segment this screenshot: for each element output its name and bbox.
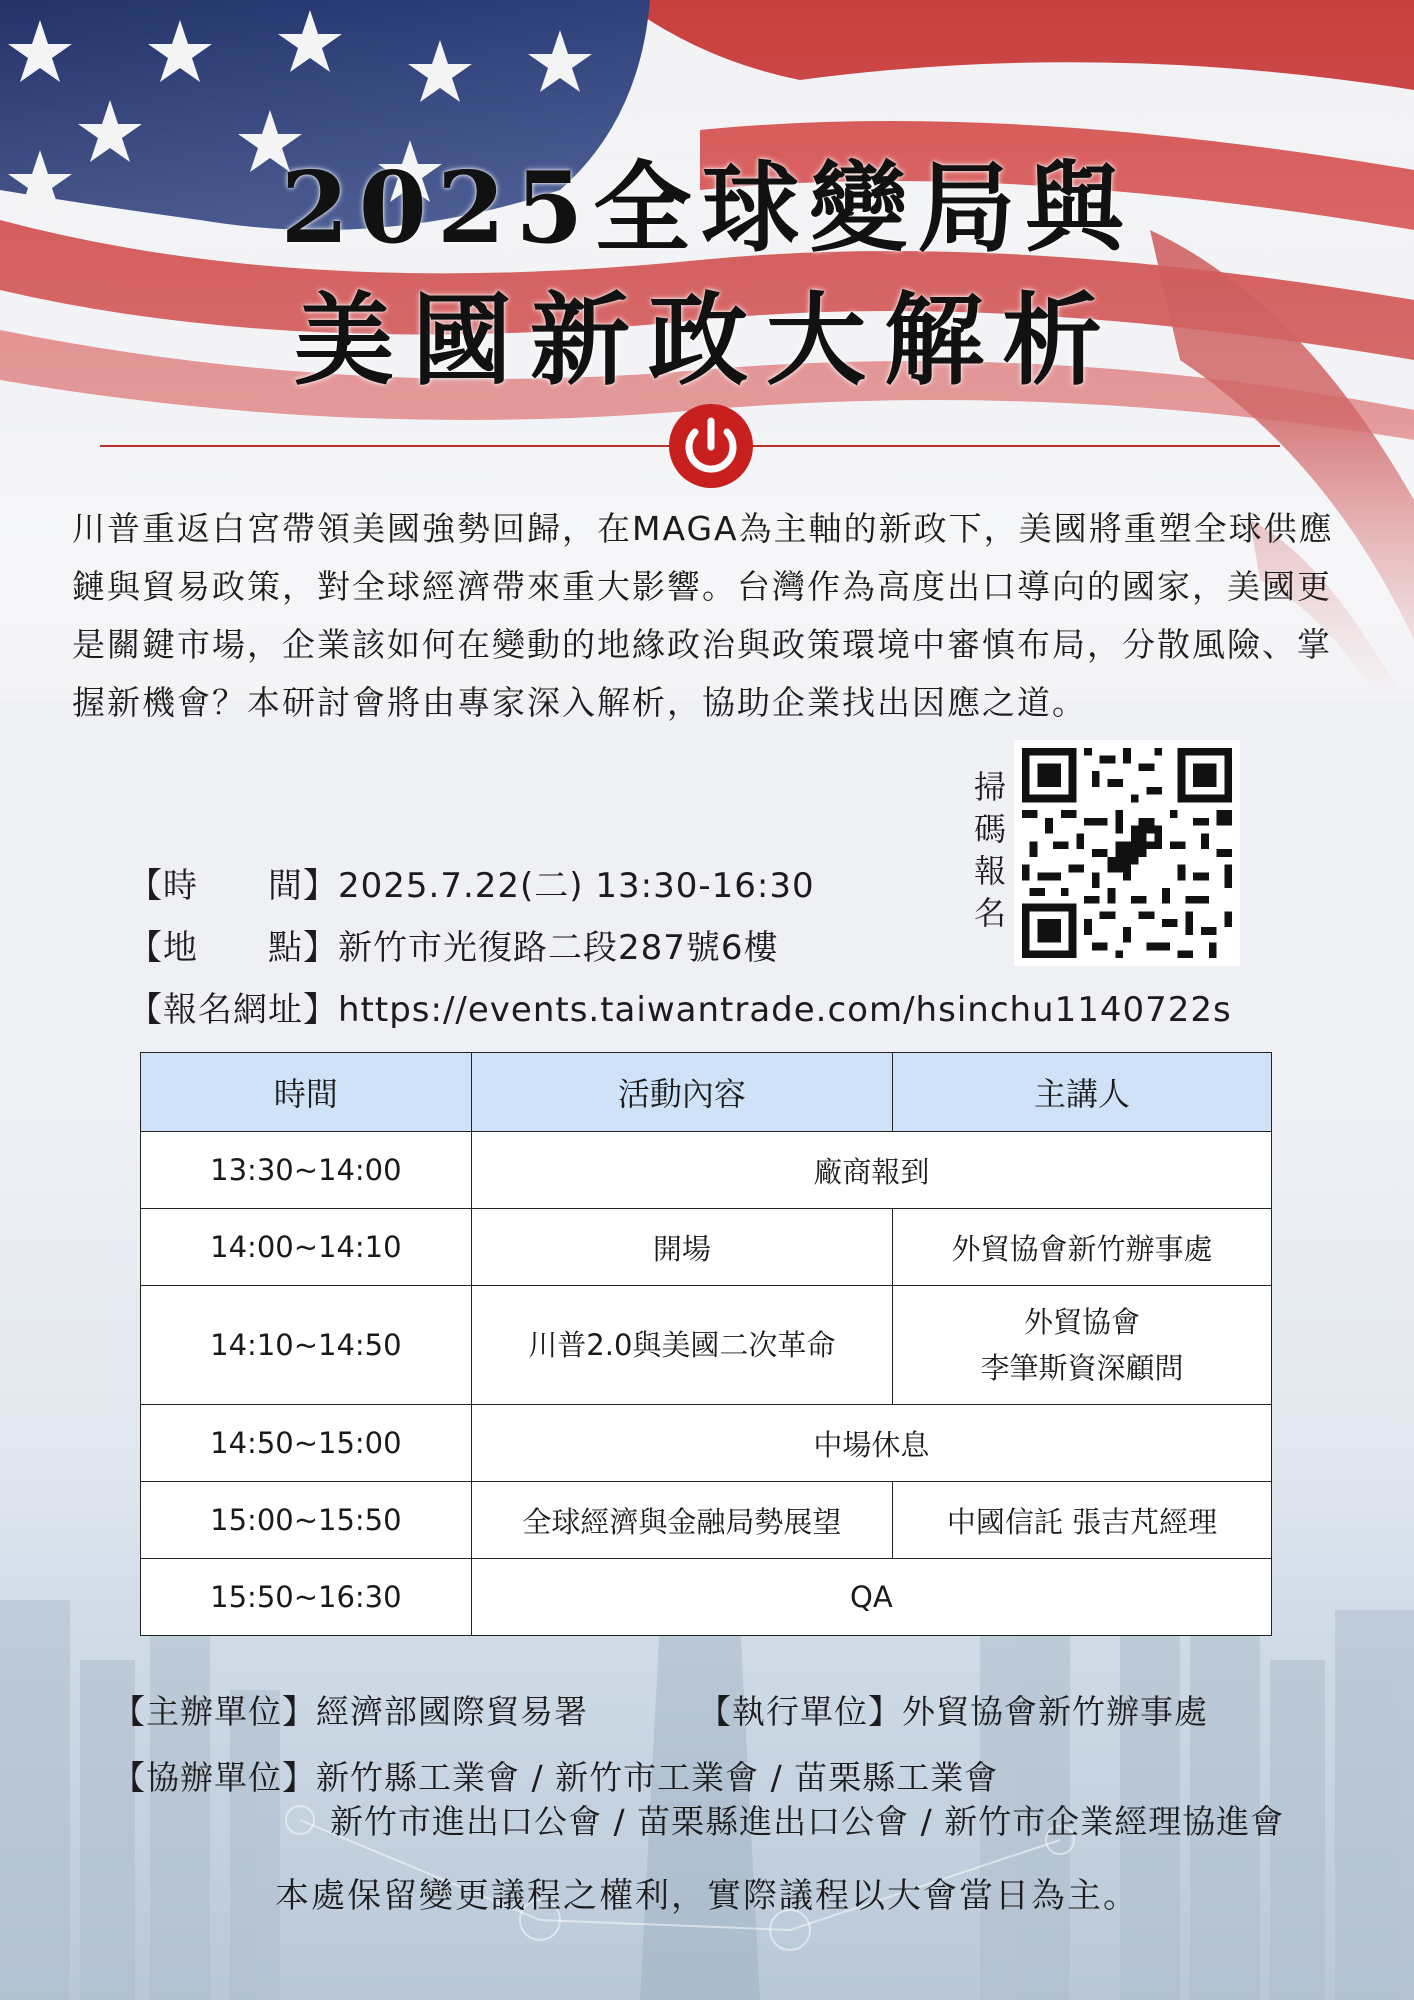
row-speaker	[892, 1286, 1271, 1405]
header-content: 活動內容	[471, 1053, 892, 1132]
info-url	[128, 982, 1232, 1031]
table-header-row	[141, 1053, 1272, 1132]
speaker-line-1: 外貿協會	[1023, 1305, 1140, 1339]
row-content: 川普2.0與美國二次革命	[471, 1286, 892, 1405]
power-icon	[668, 403, 754, 489]
host-organizer: 【主辦單位】經濟部國際貿易署	[112, 1692, 588, 1731]
info-time-value: 2025.7.22(二) 13:30-16:30	[338, 866, 815, 906]
row-content: 廠商報到	[471, 1132, 1271, 1209]
info-place	[128, 920, 779, 969]
row-content: QA	[471, 1559, 1271, 1636]
title-line-2: 美國新政大解析	[294, 281, 1120, 399]
row-time: 14:50~15:00	[141, 1405, 472, 1482]
info-time-key: 【時 間】	[128, 866, 338, 906]
row-speaker: 外貿協會新竹辦事處	[892, 1209, 1271, 1286]
row-time: 14:10~14:50	[141, 1286, 472, 1405]
row-content: 開場	[471, 1209, 892, 1286]
schedule-table	[140, 1052, 1272, 1636]
row-time: 13:30~14:00	[141, 1132, 472, 1209]
row-content: 全球經濟與金融局勢展望	[471, 1482, 892, 1559]
header-speaker: 主講人	[892, 1053, 1271, 1132]
qr-code-icon[interactable]	[1014, 740, 1240, 966]
info-url-key: 【報名網址】	[128, 990, 338, 1030]
registration-link[interactable]: https://events.taiwantrade.com/hsinchu1140722s	[338, 990, 1232, 1030]
info-place-value: 新竹市光復路二段287號6樓	[338, 928, 779, 968]
table-row	[141, 1209, 1272, 1286]
table-row	[141, 1405, 1272, 1482]
title-line-1: 2025全球變局與	[280, 151, 1134, 266]
co-organizers-line-2: 新竹市進出口公會 / 苗栗縣進出口公會 / 新竹市企業經理協進會	[330, 1802, 1285, 1841]
table-row	[141, 1132, 1272, 1209]
row-content: 中場休息	[471, 1405, 1271, 1482]
info-time	[128, 858, 815, 907]
qr-label: 掃碼報名	[973, 768, 1006, 932]
row-time: 14:00~14:10	[141, 1209, 472, 1286]
row-time: 15:00~15:50	[141, 1482, 472, 1559]
co-organizers-line-1: 【協辦單位】新竹縣工業會 / 新竹市工業會 / 苗栗縣工業會	[112, 1758, 999, 1797]
agenda-disclaimer: 本處保留變更議程之權利，實際議程以大會當日為主。	[275, 1876, 1139, 1916]
table-row	[141, 1482, 1272, 1559]
executing-organizer: 【執行單位】外貿協會新竹辦事處	[698, 1692, 1208, 1731]
table-row	[141, 1559, 1272, 1636]
table-row	[141, 1286, 1272, 1405]
header-time: 時間	[141, 1053, 472, 1132]
info-place-key: 【地 點】	[128, 928, 338, 968]
row-time: 15:50~16:30	[141, 1559, 472, 1636]
speaker-line-2: 李筆斯資深顧問	[980, 1351, 1184, 1385]
row-speaker: 中國信託 張吉芃經理	[892, 1482, 1271, 1559]
intro-paragraph: 川普重返白宮帶領美國強勢回歸，在MAGA為主軸的新政下，美國將重塑全球供應鏈與貿易政策，對全球經濟帶來重大影響。台灣作為高度出口導向的國家，美國更是關鍵市場，企業該如何在變動的地緣政治與政策環境中審慎布局，分散風險、掌握新機會？本研討會將由專家深入解析，協助企業找出因應之道。	[72, 509, 1334, 722]
